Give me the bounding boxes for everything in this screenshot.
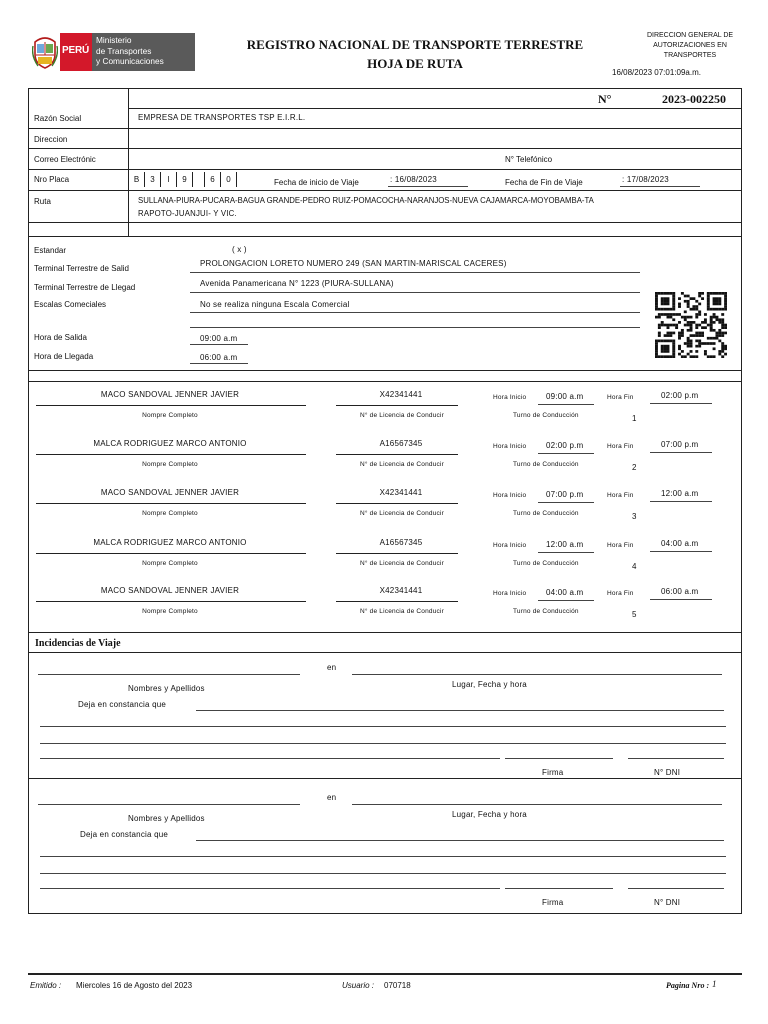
underline [538, 453, 594, 454]
driver-end: 04:00 a.m [661, 539, 699, 548]
incident-text-line[interactable] [40, 726, 726, 727]
row-divider [28, 222, 742, 223]
lugar-caption: Lugar, Fecha y hora [452, 680, 527, 689]
hora-salida-value: 09:00 a.m [200, 334, 238, 343]
turno-label: Turno de Conducción [513, 608, 579, 615]
underline [650, 452, 712, 453]
ministry-name-line1: Ministerio [96, 35, 132, 45]
plate-divider [192, 172, 193, 187]
record-number-value: 2023-002250 [662, 92, 726, 106]
peru-coat-of-arms [32, 36, 58, 70]
placa-label: Nro Placa [34, 175, 70, 184]
plate-char-3: I [160, 172, 176, 187]
underline [36, 601, 306, 602]
underline [336, 503, 458, 504]
incident-text-line[interactable] [40, 758, 500, 759]
driver-start: 02:00 p.m [546, 441, 584, 450]
usuario-value: 070718 [384, 981, 411, 990]
row-divider [28, 169, 742, 170]
row-divider [28, 128, 742, 129]
underline [190, 312, 640, 313]
underline [538, 552, 594, 553]
underline [336, 454, 458, 455]
row-divider [28, 190, 742, 191]
en-label: en [327, 663, 337, 672]
driver-turn: 2 [632, 463, 637, 472]
section-divider [28, 652, 742, 653]
driver-name: MACO SANDOVAL JENNER JAVIER [100, 390, 240, 399]
telefono-label: N° Telefónico [505, 155, 553, 164]
firma-caption: Firma [542, 898, 564, 907]
underline [650, 403, 712, 404]
turno-label: Turno de Conducción [513, 510, 579, 517]
fecha-inicio-label: Fecha de inicio de Viaje [274, 178, 359, 187]
underline [650, 551, 712, 552]
terminal-llegada-label: Terminal Terrestre de Llegad [34, 283, 136, 292]
turno-label: Turno de Conducción [513, 461, 579, 468]
driver-turn: 3 [632, 512, 637, 521]
incidents-title: Incidencias de Viaje [35, 638, 121, 649]
deja-label: Deja en constancia que [80, 830, 169, 839]
plate-char-6: 0 [220, 172, 236, 187]
incident-name-line[interactable] [38, 674, 300, 675]
underline [36, 503, 306, 504]
hora-fin-label: Hora Fin [607, 542, 634, 549]
section-divider [28, 632, 742, 633]
incident-name-line[interactable] [38, 804, 300, 805]
driver-license-caption: N° de Licencia de Conducir [359, 608, 445, 615]
direction-line2: AUTORIZACIONES EN [653, 42, 727, 49]
driver-start: 04:00 a.m [546, 588, 584, 597]
driver-license: A16567345 [379, 439, 423, 448]
underline [190, 363, 248, 364]
estandar-label: Estandar [34, 246, 67, 255]
underline [538, 600, 594, 601]
driver-start: 12:00 a.m [546, 540, 584, 549]
hora-fin-label: Hora Fin [607, 394, 634, 401]
nombres-caption: Nombres y Apellidos [128, 814, 205, 823]
peru-brand-text: PERÚ [62, 45, 89, 56]
print-timestamp: 16/08/2023 07:01:09a.m. [612, 68, 701, 77]
underline [190, 344, 248, 345]
driver-start: 09:00 a.m [546, 392, 584, 401]
correo-label: Correo Electrónic [34, 155, 96, 164]
terminal-llegada-value: Avenida Panamericana N° 1223 (PIURA-SULLANA) [200, 279, 394, 288]
driver-end: 06:00 a.m [661, 587, 699, 596]
driver-end: 07:00 p.m [661, 440, 699, 449]
underline [538, 502, 594, 503]
dni-caption: N° DNI [654, 768, 681, 777]
razon-social-value: EMPRESA DE TRANSPORTES TSP E.I.R.L. [138, 113, 306, 122]
driver-turn: 4 [632, 562, 637, 571]
driver-license-caption: N° de Licencia de Conducir [359, 510, 445, 517]
underline [36, 454, 306, 455]
underline [538, 404, 594, 405]
driver-name-caption: Nompre Completo [142, 608, 198, 615]
underline [650, 599, 712, 600]
ruta-label: Ruta [34, 197, 51, 206]
turno-label: Turno de Conducción [513, 560, 579, 567]
label-column-divider [128, 88, 129, 236]
ministry-name-line2: de Transportes [96, 45, 152, 56]
driver-name: MACO SANDOVAL JENNER JAVIER [100, 488, 240, 497]
driver-license-caption: N° de Licencia de Conducir [359, 560, 445, 567]
driver-name-caption: Nompre Completo [142, 461, 198, 468]
escalas-value: No se realiza ninguna Escala Comercial [200, 300, 350, 309]
incident-text-line[interactable] [40, 888, 500, 889]
fecha-fin-label: Fecha de Fin de Viaje [505, 178, 583, 187]
underline [190, 292, 640, 293]
lugar-caption: Lugar, Fecha y hora [452, 810, 527, 819]
terminal-salida-label: Terminal Terrestre de Salid [34, 264, 130, 273]
escalas-label: Escalas Comeciales [34, 300, 107, 309]
direction-block [636, 31, 744, 61]
driver-turn: 1 [632, 414, 637, 423]
driver-start: 07:00 p.m [546, 490, 584, 499]
direccion-label: Direccion [34, 135, 68, 144]
fecha-fin-value: : 17/08/2023 [622, 175, 669, 184]
hora-inicio-label: Hora Inicio [493, 492, 527, 499]
hora-inicio-label: Hora Inicio [493, 542, 527, 549]
underline [36, 405, 306, 406]
ministry-name-line3: y Comunicaciones [96, 56, 164, 66]
driver-end: 02:00 p.m [661, 391, 699, 400]
hora-fin-label: Hora Fin [607, 590, 634, 597]
dni-line[interactable] [628, 888, 724, 889]
underline [190, 272, 640, 273]
underline [650, 501, 712, 502]
hora-llegada-value: 06:00 a.m [200, 353, 238, 362]
underline [336, 553, 458, 554]
footer-rule [28, 973, 742, 975]
row-divider [128, 108, 742, 109]
usuario-label: Usuario : [342, 981, 375, 990]
razon-social-label: Razón Social [34, 114, 82, 123]
incident-place-line[interactable] [352, 674, 722, 675]
row-divider [28, 148, 742, 149]
hora-fin-label: Hora Fin [607, 492, 634, 499]
driver-turn: 5 [632, 610, 637, 619]
plate-char-5: 6 [204, 172, 220, 187]
driver-license-caption: N° de Licencia de Conducir [359, 412, 445, 419]
form-frame [28, 88, 742, 914]
underline [388, 186, 468, 187]
section-divider [28, 370, 742, 371]
emitido-value: Miercoles 16 de Agosto del 2023 [76, 981, 193, 990]
hora-salida-label: Hora de Salida [34, 333, 87, 342]
hora-fin-label: Hora Fin [607, 443, 634, 450]
ruta-value-line2: RAPOTO-JUANJUI- Y VIC. [138, 209, 237, 218]
driver-name-caption: Nompre Completo [142, 560, 198, 567]
ministry-logo [60, 33, 195, 71]
incident-text-line[interactable] [196, 840, 724, 841]
peru-brand-block [60, 33, 92, 71]
driver-license: X42341441 [379, 586, 423, 595]
plate-char-4: 9 [176, 172, 192, 187]
deja-label: Deja en constancia que [78, 700, 167, 709]
underline [336, 601, 458, 602]
driver-name: MALCA RODRIGUEZ MARCO ANTONIO [93, 538, 247, 547]
emitido-label: Emitido : [30, 981, 62, 990]
en-label: en [327, 793, 337, 802]
pagina-label: Pagina Nro : [666, 981, 710, 990]
hora-inicio-label: Hora Inicio [493, 590, 527, 597]
ministry-name [96, 35, 164, 67]
plate-char-2: 3 [144, 172, 160, 187]
qr-code [655, 292, 727, 358]
dni-line[interactable] [628, 758, 724, 759]
driver-end: 12:00 a.m [661, 489, 699, 498]
hora-llegada-label: Hora de Llegada [34, 352, 94, 361]
ruta-value-line1: SULLANA-PIURA-PUCARA-BAGUA GRANDE-PEDRO RUIZ-POMACOCHA-NARANJOS-NUEVA CAJAMARCA-MOYOBAMBA-TA [138, 196, 594, 205]
pagina-value: 1 [712, 979, 717, 989]
incident-text-line[interactable] [196, 710, 724, 711]
driver-license-caption: N° de Licencia de Conducir [359, 461, 445, 468]
firma-line[interactable] [505, 888, 613, 889]
estandar-value: ( x ) [232, 245, 247, 254]
driver-name-caption: Nompre Completo [142, 510, 198, 517]
incident-text-line[interactable] [40, 743, 726, 744]
document-subtitle: HOJA DE RUTA [367, 56, 463, 71]
terminal-salida-value: PROLONGACION LORETO NUMERO 249 (SAN MARTIN-MARISCAL CACERES) [200, 259, 507, 268]
direction-line1: DIRECCION GENERAL DE [646, 32, 734, 39]
record-number-label: N° [598, 92, 612, 106]
section-divider [28, 381, 742, 382]
driver-name-caption: Nompre Completo [142, 412, 198, 419]
driver-name: MALCA RODRIGUEZ MARCO ANTONIO [93, 439, 247, 448]
fecha-inicio-value: : 16/08/2023 [390, 175, 437, 184]
underline [336, 405, 458, 406]
turno-label: Turno de Conducción [513, 412, 579, 419]
document-title: REGISTRO NACIONAL DE TRANSPORTE TERRESTRE [246, 37, 584, 52]
incident-text-line[interactable] [40, 873, 726, 874]
plate-divider [236, 172, 237, 187]
nombres-caption: Nombres y Apellidos [128, 684, 205, 693]
section-divider [28, 778, 742, 779]
incident-place-line[interactable] [352, 804, 722, 805]
driver-name: MACO SANDOVAL JENNER JAVIER [100, 586, 240, 595]
plate-char-1: B [128, 172, 144, 187]
firma-caption: Firma [542, 768, 564, 777]
incident-text-line[interactable] [40, 856, 726, 857]
driver-license: A16567345 [379, 538, 423, 547]
dni-caption: N° DNI [654, 898, 681, 907]
firma-line[interactable] [505, 758, 613, 759]
hora-inicio-label: Hora Inicio [493, 443, 527, 450]
row-divider [28, 236, 742, 237]
driver-license: X42341441 [379, 488, 423, 497]
underline [620, 186, 700, 187]
driver-license: X42341441 [379, 390, 423, 399]
underline [190, 327, 640, 328]
direction-line3: TRANSPORTES [663, 52, 717, 59]
underline [36, 553, 306, 554]
hora-inicio-label: Hora Inicio [493, 394, 527, 401]
